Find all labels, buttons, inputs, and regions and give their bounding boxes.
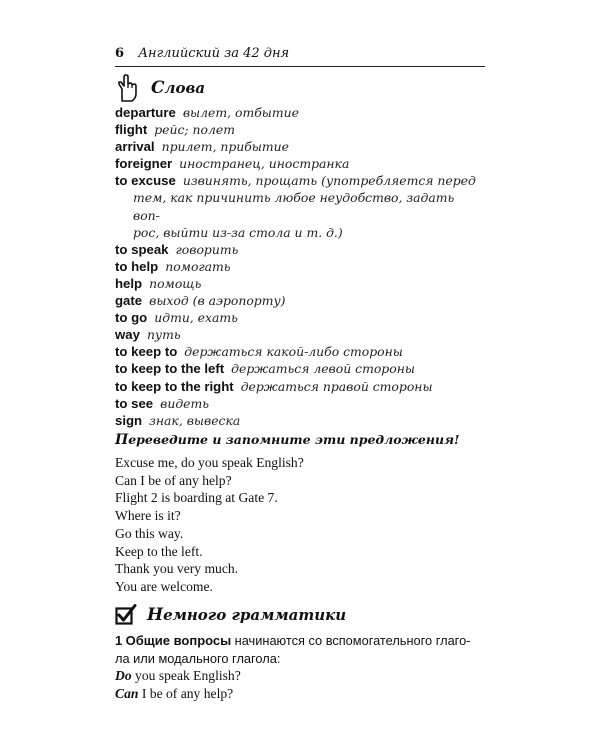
example-line: Do you speak English? — [115, 668, 241, 684]
list-item: arrival прилет, прибытие — [115, 139, 289, 155]
list-item: Thank you very much. — [115, 561, 239, 577]
list-item: help помощь — [115, 275, 202, 291]
list-item: Keep to the left. — [115, 543, 203, 559]
list-item: Where is it? — [115, 508, 181, 524]
rule-line: 1 Общие вопросы начинаются со вспомогательного глаго- — [115, 633, 471, 648]
grammar-rule — [115, 632, 485, 703]
example-line: Can I be of any help? — [115, 686, 234, 702]
book-title: Английский за 42 дня — [138, 46, 290, 61]
running-header — [115, 46, 485, 67]
pointing-hand-icon — [115, 74, 141, 102]
list-item: flight рейс; полет — [115, 122, 235, 138]
list-item: You are welcome. — [115, 578, 213, 594]
translate-section-title: Переведите и запомните эти предложения! — [115, 432, 460, 448]
list-item: gate выход (в аэропорту) — [115, 293, 286, 309]
list-item: to help помогать — [115, 258, 231, 274]
sentence-list — [115, 454, 304, 596]
list-item: departure вылет, отбытие — [115, 105, 299, 120]
list-item: Flight 2 is boarding at Gate 7. — [115, 490, 278, 506]
grammar-section-title: Немного грамматики — [147, 605, 347, 625]
page-number: 6 — [115, 46, 125, 61]
list-item: to keep to the right держаться правой стороны — [115, 378, 433, 394]
words-section-header — [115, 74, 205, 102]
rule-line: ла или модального глагола: — [115, 650, 281, 666]
list-item: sign знак, вывеска — [115, 412, 241, 428]
vocabulary-list — [115, 104, 485, 429]
list-item: Excuse me, do you speak English? — [115, 455, 304, 470]
list-item: to keep to the left держаться левой стороны — [115, 361, 415, 377]
list-item: to keep to держаться какой-либо стороны — [115, 344, 403, 360]
list-item: way путь — [115, 327, 181, 343]
checkbox-checked-icon — [115, 604, 137, 626]
list-item: to see видеть — [115, 395, 209, 411]
list-item: to speak говорить — [115, 241, 239, 257]
words-section-title: Слова — [151, 78, 206, 98]
list-item: to go идти, ехать — [115, 310, 238, 326]
list-item: Can I be of any help? — [115, 472, 232, 488]
list-item: Go this way. — [115, 525, 184, 541]
list-item: foreigner иностранец, иностранка — [115, 156, 350, 172]
grammar-section-header — [115, 604, 346, 626]
list-item: to excuse извинять, прощать (употребляется перед тем, как причинить любое неудобство, задать воп- рос, выйти из-за стола и т. д.) — [115, 173, 476, 240]
